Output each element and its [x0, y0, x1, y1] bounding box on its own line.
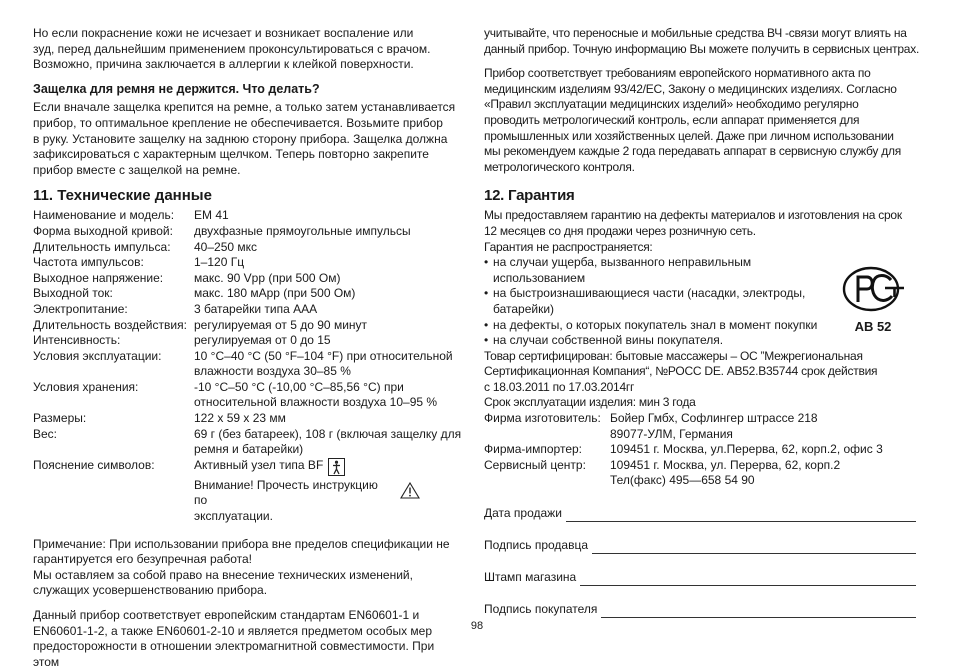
signature-label: Подпись покупателя — [484, 602, 598, 617]
text-line: Гарантия не распространяется: — [484, 239, 653, 254]
address-line: Тел(факс) 495—658 54 90 — [610, 473, 755, 488]
spec-value — [194, 240, 465, 256]
text-line: Данный прибор соответствует европейским стандартам EN60601-1 и — [33, 608, 420, 622]
address-value — [610, 442, 883, 458]
spec-row-symbols — [33, 458, 465, 525]
text-line: Товар сертифицирован: бытовые массажеры – ОС ”Межрегиональная — [484, 348, 863, 363]
note-paragraph — [33, 537, 463, 599]
address-key: Фирма изготовитель: — [484, 411, 601, 426]
address-value — [610, 458, 883, 489]
spec-value-line: 3 батарейки типа AAA — [194, 301, 318, 316]
signature-label: Подпись продавца — [484, 538, 589, 553]
text-line: предосторожности в отношении электромагнитной совместимости. При этом — [33, 639, 435, 669]
spec-value — [194, 271, 465, 287]
text-line: EN60601-1-2, а также EN60601-2-10 и является предметом особых мер — [33, 623, 433, 638]
rf-paragraph — [484, 26, 924, 57]
spec-key: Пояснение символов: — [33, 457, 155, 472]
spec-row — [33, 411, 465, 427]
spec-key: Электропитание: — [33, 301, 128, 316]
signature-field-seller[interactable] — [484, 538, 916, 554]
spec-value-line: макс. 180 мApp (при 500 Ом) — [194, 286, 356, 301]
spec-value — [194, 318, 465, 334]
text-line: с 18.03.2011 по 17.03.2014гг — [484, 379, 635, 394]
warning-triangle-icon — [400, 482, 420, 504]
text-line: Мы оставляем за собой право на внесение технических изменений, — [33, 567, 413, 582]
text-line: в руку. Установите защелку на заднюю сторону прибора. Защелка должна — [33, 131, 448, 146]
spec-key: Размеры: — [33, 411, 87, 426]
signature-field-sale-date[interactable] — [484, 506, 916, 522]
right-column — [484, 26, 924, 634]
spec-value — [194, 333, 465, 349]
spec-value-line: 40–250 мкс — [194, 239, 258, 254]
section-heading-tech: 11. Технические данные — [33, 187, 212, 205]
spec-row — [33, 349, 465, 380]
text-line: медицинским изделиям 93/42/EC, Закону о медицинских изделиях. Согласно — [484, 81, 897, 96]
spec-value-line: 69 г (без батареек), 108 г (включая защелку для — [194, 426, 462, 441]
text-line: Если вначале защелка крепится на ремне, а только затем устанавливается — [33, 100, 456, 115]
spec-value — [194, 427, 465, 458]
signature-field-buyer[interactable] — [484, 602, 916, 618]
addresses-table — [484, 411, 883, 489]
signature-label: Штамп магазина — [484, 570, 577, 585]
list-item-line: • на случаи ущерба, вызванного неправильным — [493, 255, 752, 270]
text-line: зафиксироваться с характерным щелчком. Теперь повторно закрепите — [33, 147, 429, 162]
text-line: Прибор соответствует требованиям европейского нормативного акта по — [484, 66, 871, 81]
spec-value — [194, 224, 465, 240]
spec-key: Выходной ток: — [33, 286, 113, 301]
text-line: метрологического контроля. — [484, 159, 635, 174]
spec-key: Форма выходной кривой: — [33, 223, 173, 238]
clip-paragraph — [33, 100, 463, 178]
spec-value-line: EM 41 — [194, 208, 229, 223]
spec-value-line: 10 °C–40 °C (50 °F–104 °F) при относительной — [194, 348, 453, 363]
text-line: служащих усовершенствованию прибора. — [33, 583, 268, 598]
spec-row — [33, 302, 465, 318]
text-line: промышленных или хозяйственных целей. Даже при личном использовании — [484, 128, 894, 143]
symbol-warning-line: Внимание! Прочесть инструкцию по — [194, 477, 378, 508]
spec-value-line: ремня и батарейки) — [194, 442, 304, 457]
list-item-line: использованием — [493, 270, 586, 285]
spec-value-line: двухфазные прямоугольные импульсы — [194, 223, 411, 238]
list-item-line: • на быстроизнашивающиеся части (насадки, электроды, — [493, 286, 806, 301]
spec-value-line: относительной влажности воздуха 10–95 % — [194, 395, 438, 410]
text-line: Возможно, причина заключается в аллергии к клейкой поверхности. — [33, 57, 414, 72]
spec-row — [33, 224, 465, 240]
certification-paragraph — [484, 349, 924, 411]
address-line: 89077-УЛМ, Германия — [610, 426, 733, 441]
conformity-paragraph — [484, 66, 924, 175]
warranty-block — [484, 208, 924, 348]
spec-value-line: регулируемая от 0 до 15 — [194, 333, 331, 348]
signature-fields — [484, 506, 916, 618]
text-line: «Правил эксплуатации медицинских изделий» необходимо регулярно — [484, 97, 859, 112]
text-line: 12 месяцев со дня продажи через розничную сеть. — [484, 223, 756, 238]
symbol-bf-label: Активный узел типа BF — [194, 457, 324, 472]
clip-subheading: Защелка для ремня не держится. Что делать? — [33, 81, 320, 96]
text-line: Сертификационная Компания“, №РОСС DE. АВ52.В35744 срок действия — [484, 364, 878, 379]
address-line: Бойер Гмбх, Софлингер штрассе 218 — [610, 411, 818, 426]
spec-row — [33, 380, 465, 411]
spec-value-line: макс. 90 Vpp (при 500 Ом) — [194, 270, 341, 285]
text-line: мы рекомендуем каждые 2 года передавать аппарат в сервисную службу для — [484, 144, 901, 159]
list-item — [484, 333, 924, 349]
text-line: гарантируется его безупречная работа! — [33, 552, 252, 567]
signature-line[interactable] — [601, 606, 916, 618]
section-heading-warranty: 12. Гарантия — [484, 187, 575, 205]
spec-key: Длительность импульса: — [33, 239, 171, 254]
spec-row — [33, 333, 465, 349]
text-line: учитывайте, что переносные и мобильные средства ВЧ -связи могут влиять на — [484, 26, 907, 40]
certification-code: AB 52 — [854, 318, 892, 334]
text-line: прибор, то оптимальное крепление не обеспечивается. Возьмите прибор — [33, 115, 443, 130]
spec-row — [33, 255, 465, 271]
signature-field-store-stamp[interactable] — [484, 570, 916, 586]
body-floating-icon — [328, 458, 345, 476]
standards-paragraph — [33, 608, 463, 670]
spec-key: Условия хранения: — [33, 379, 139, 394]
spec-row — [33, 286, 465, 302]
warranty-paragraph — [484, 208, 924, 255]
spec-value — [194, 302, 465, 318]
signature-label: Дата продажи — [484, 506, 562, 521]
spec-value-line: 122 x 59 x 23 мм — [194, 411, 286, 426]
address-key: Фирма-импортер: — [484, 442, 582, 457]
list-item-line: батарейки) — [493, 301, 555, 316]
spec-value — [194, 208, 465, 224]
text-line: Примечание: При использовании прибора вне пределов спецификации не — [33, 536, 450, 551]
text-line: Но если покраснение кожи не исчезает и возникает воспаление или — [33, 26, 414, 40]
symbol-warning-line: эксплуатации. — [194, 509, 273, 524]
spec-row — [33, 427, 465, 458]
spec-value-line: 1–120 Гц — [194, 255, 245, 270]
spec-key: Вес: — [33, 426, 58, 441]
text-line: зуд, перед дальнейшим применением проконсультироваться с врачом. — [33, 41, 431, 56]
specs-table — [33, 208, 465, 524]
spec-value-line: регулируемая от 5 до 90 минут — [194, 317, 368, 332]
address-row — [484, 442, 883, 458]
symbol-bf — [194, 458, 465, 476]
spec-row — [33, 240, 465, 256]
spec-value — [194, 458, 465, 525]
left-column — [33, 26, 463, 670]
spec-row — [33, 208, 465, 224]
page-number: 98 — [470, 620, 484, 632]
symbol-warning — [194, 478, 465, 525]
spec-key: Условия эксплуатации: — [33, 348, 162, 363]
signature-line[interactable] — [580, 574, 916, 586]
intro-paragraph — [33, 26, 463, 73]
address-line: 109451 г. Москва, ул. Перерва, 62, корп.2 — [610, 457, 841, 472]
signature-line[interactable] — [566, 510, 916, 522]
spec-value-line: -10 °C–50 °C (-10,00 °C–85,56 °C) при — [194, 379, 404, 394]
certification-mark — [836, 266, 910, 334]
spec-row — [33, 318, 465, 334]
spec-value — [194, 255, 465, 271]
spec-key: Длительность воздействия: — [33, 317, 187, 332]
spec-value — [194, 411, 465, 427]
text-line: Мы предоставляем гарантию на дефекты материалов и изготовления на срок — [484, 208, 902, 223]
text-line: прибор вместе с защелкой на ремне. — [33, 162, 241, 177]
spec-value — [194, 286, 465, 302]
symbol-warning-text — [194, 478, 394, 525]
text-line: Срок эксплуатации изделия: мин 3 года — [484, 395, 696, 410]
signature-line[interactable] — [592, 542, 916, 554]
spec-value-line: влажности воздуха 30–85 % — [194, 364, 351, 379]
text-line: проводить метрологический контроль, если аппарат применяется для — [484, 112, 860, 127]
list-item-line: • на случаи собственной вины покупателя. — [493, 333, 724, 348]
spec-value — [194, 380, 465, 411]
address-key: Сервисный центр: — [484, 457, 586, 472]
gost-r-certification-icon — [841, 301, 905, 315]
list-item-line: • на дефекты, о которых покупатель знал в момент покупки — [493, 317, 818, 332]
spec-key: Наименование и модель: — [33, 208, 175, 223]
spec-value — [194, 349, 465, 380]
text-line: данный прибор. Точную информацию Вы можете получить в сервисных центрах. — [484, 41, 920, 56]
address-row — [484, 411, 883, 442]
address-line: 109451 г. Москва, ул.Перерва, 62, корп.2, офис 3 — [610, 442, 883, 457]
spec-key: Выходное напряжение: — [33, 270, 164, 285]
address-value — [610, 411, 883, 442]
address-row — [484, 458, 883, 489]
spec-row — [33, 271, 465, 287]
spec-key: Интенсивность: — [33, 333, 121, 348]
spec-key: Частота импульсов: — [33, 255, 144, 270]
